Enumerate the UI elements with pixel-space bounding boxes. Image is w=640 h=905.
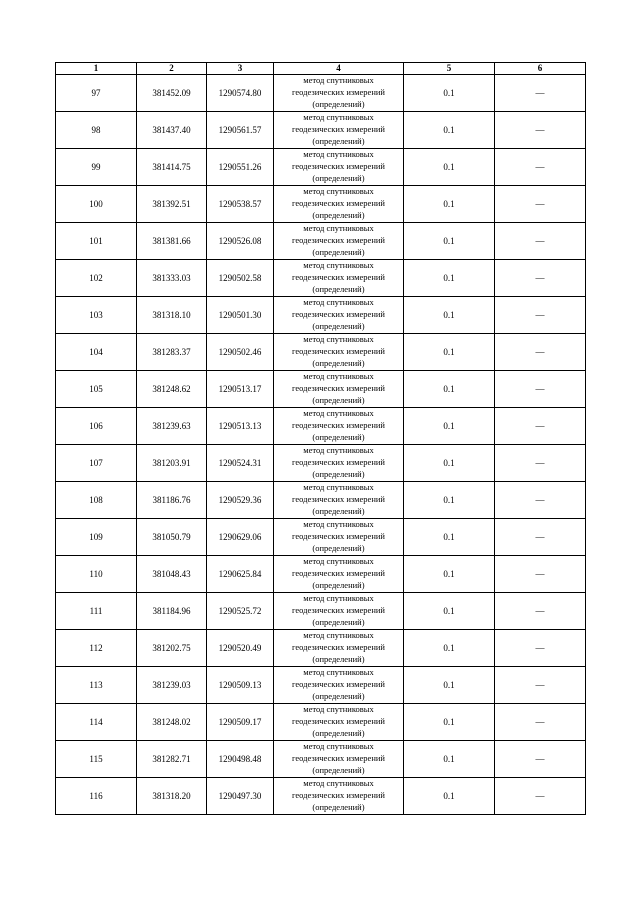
method-line: геодезических измерений [292, 161, 385, 172]
coord-x: 381202.75 [137, 630, 207, 667]
description: — [495, 186, 586, 223]
coord-x: 381333.03 [137, 260, 207, 297]
method-line: (определений) [312, 764, 365, 775]
coord-x: 381248.62 [137, 371, 207, 408]
point-number: 107 [56, 445, 137, 482]
description: — [495, 519, 586, 556]
coord-x: 381184.96 [137, 593, 207, 630]
method-line: (определений) [312, 542, 365, 553]
method-line: (определений) [312, 653, 365, 664]
point-number: 102 [56, 260, 137, 297]
method-line: метод спутниковых [303, 778, 374, 789]
coord-x: 381239.63 [137, 408, 207, 445]
coord-x: 381239.03 [137, 667, 207, 704]
table-row [56, 186, 586, 223]
coord-y: 1290524.31 [207, 445, 274, 482]
method-line: метод спутниковых [303, 223, 374, 234]
table-row [56, 741, 586, 778]
method-line: (определений) [312, 616, 365, 627]
description: — [495, 667, 586, 704]
method-line: (определений) [312, 135, 365, 146]
point-number: 110 [56, 556, 137, 593]
point-number: 98 [56, 112, 137, 149]
method-cell [274, 667, 404, 704]
method-line: метод спутниковых [303, 593, 374, 604]
coord-y: 1290629.06 [207, 519, 274, 556]
method-line: метод спутниковых [303, 297, 374, 308]
method-line: метод спутниковых [303, 334, 374, 345]
table-row [56, 334, 586, 371]
method-line: (определений) [312, 246, 365, 257]
method-line: геодезических измерений [292, 124, 385, 135]
point-number: 104 [56, 334, 137, 371]
method-line: геодезических измерений [292, 679, 385, 690]
method-line: геодезических измерений [292, 790, 385, 801]
method-line: (определений) [312, 431, 365, 442]
method-line: геодезических измерений [292, 198, 385, 209]
method-line: метод спутниковых [303, 482, 374, 493]
table-row [56, 667, 586, 704]
table-row [56, 778, 586, 815]
accuracy: 0.1 [404, 408, 495, 445]
method-line: геодезических измерений [292, 494, 385, 505]
coord-x: 381318.10 [137, 297, 207, 334]
coord-x: 381186.76 [137, 482, 207, 519]
accuracy: 0.1 [404, 778, 495, 815]
point-number: 101 [56, 223, 137, 260]
table-row [56, 260, 586, 297]
table-row [56, 630, 586, 667]
method-line: (определений) [312, 98, 365, 109]
table-row [56, 593, 586, 630]
accuracy: 0.1 [404, 704, 495, 741]
method-line: метод спутниковых [303, 630, 374, 641]
table-row [56, 445, 586, 482]
accuracy: 0.1 [404, 75, 495, 112]
header-row [56, 63, 586, 75]
description: — [495, 482, 586, 519]
accuracy: 0.1 [404, 223, 495, 260]
method-cell [274, 371, 404, 408]
point-number: 112 [56, 630, 137, 667]
coord-y: 1290538.57 [207, 186, 274, 223]
method-line: геодезических измерений [292, 568, 385, 579]
coord-x: 381452.09 [137, 75, 207, 112]
coord-y: 1290498.48 [207, 741, 274, 778]
col-header-point-number: 1 [56, 63, 137, 75]
method-line: геодезических измерений [292, 87, 385, 98]
point-number: 116 [56, 778, 137, 815]
description: — [495, 593, 586, 630]
accuracy: 0.1 [404, 519, 495, 556]
method-line: (определений) [312, 468, 365, 479]
coord-y: 1290513.17 [207, 371, 274, 408]
description: — [495, 223, 586, 260]
coord-y: 1290520.49 [207, 630, 274, 667]
table-row [56, 482, 586, 519]
table-row [56, 223, 586, 260]
coord-x: 381392.51 [137, 186, 207, 223]
coord-x: 381318.20 [137, 778, 207, 815]
table-row [56, 112, 586, 149]
description: — [495, 778, 586, 815]
accuracy: 0.1 [404, 186, 495, 223]
method-cell [274, 778, 404, 815]
method-line: геодезических измерений [292, 309, 385, 320]
method-line: геодезических измерений [292, 235, 385, 246]
method-line: геодезических измерений [292, 383, 385, 394]
coord-y: 1290525.72 [207, 593, 274, 630]
method-line: (определений) [312, 579, 365, 590]
description: — [495, 297, 586, 334]
accuracy: 0.1 [404, 445, 495, 482]
description: — [495, 75, 586, 112]
method-cell [274, 75, 404, 112]
method-line: метод спутниковых [303, 556, 374, 567]
coord-x: 381048.43 [137, 556, 207, 593]
accuracy: 0.1 [404, 630, 495, 667]
method-cell [274, 334, 404, 371]
method-cell [274, 260, 404, 297]
method-line: геодезических измерений [292, 457, 385, 468]
description: — [495, 334, 586, 371]
method-line: метод спутниковых [303, 445, 374, 456]
accuracy: 0.1 [404, 112, 495, 149]
accuracy: 0.1 [404, 297, 495, 334]
method-line: метод спутниковых [303, 667, 374, 678]
method-line: метод спутниковых [303, 741, 374, 752]
table-row [56, 556, 586, 593]
accuracy: 0.1 [404, 149, 495, 186]
method-line: метод спутниковых [303, 75, 374, 86]
table-row [56, 704, 586, 741]
method-line: (определений) [312, 283, 365, 294]
method-cell [274, 297, 404, 334]
col-header-x: 2 [137, 63, 207, 75]
coord-y: 1290551.26 [207, 149, 274, 186]
method-line: (определений) [312, 172, 365, 183]
point-number: 100 [56, 186, 137, 223]
method-line: (определений) [312, 394, 365, 405]
method-line: геодезических измерений [292, 420, 385, 431]
description: — [495, 704, 586, 741]
method-line: геодезических измерений [292, 272, 385, 283]
accuracy: 0.1 [404, 260, 495, 297]
coord-y: 1290526.08 [207, 223, 274, 260]
point-number: 114 [56, 704, 137, 741]
method-line: метод спутниковых [303, 112, 374, 123]
method-line: (определений) [312, 357, 365, 368]
method-cell [274, 630, 404, 667]
method-line: (определений) [312, 209, 365, 220]
method-line: метод спутниковых [303, 519, 374, 530]
method-cell [274, 445, 404, 482]
method-line: метод спутниковых [303, 149, 374, 160]
method-cell [274, 519, 404, 556]
col-header-accuracy: 5 [404, 63, 495, 75]
method-cell [274, 741, 404, 778]
point-number: 109 [56, 519, 137, 556]
coordinates-table [55, 62, 586, 815]
coord-x: 381414.75 [137, 149, 207, 186]
method-line: метод спутниковых [303, 408, 374, 419]
point-number: 97 [56, 75, 137, 112]
point-number: 106 [56, 408, 137, 445]
method-line: геодезических измерений [292, 531, 385, 542]
method-cell [274, 149, 404, 186]
coord-y: 1290529.36 [207, 482, 274, 519]
coord-y: 1290509.13 [207, 667, 274, 704]
point-number: 115 [56, 741, 137, 778]
accuracy: 0.1 [404, 667, 495, 704]
coord-y: 1290501.30 [207, 297, 274, 334]
description: — [495, 371, 586, 408]
accuracy: 0.1 [404, 371, 495, 408]
col-header-y: 3 [207, 63, 274, 75]
point-number: 103 [56, 297, 137, 334]
coord-y: 1290502.46 [207, 334, 274, 371]
accuracy: 0.1 [404, 556, 495, 593]
table-row [56, 408, 586, 445]
accuracy: 0.1 [404, 741, 495, 778]
method-line: (определений) [312, 320, 365, 331]
method-line: метод спутниковых [303, 704, 374, 715]
method-line: геодезических измерений [292, 642, 385, 653]
method-cell [274, 482, 404, 519]
description: — [495, 630, 586, 667]
accuracy: 0.1 [404, 593, 495, 630]
coord-y: 1290574.80 [207, 75, 274, 112]
point-number: 111 [56, 593, 137, 630]
method-cell [274, 112, 404, 149]
method-line: метод спутниковых [303, 260, 374, 271]
coord-x: 381283.37 [137, 334, 207, 371]
table-row [56, 149, 586, 186]
description: — [495, 408, 586, 445]
coord-x: 381282.71 [137, 741, 207, 778]
point-number: 108 [56, 482, 137, 519]
method-cell [274, 186, 404, 223]
method-line: метод спутниковых [303, 186, 374, 197]
table-row [56, 371, 586, 408]
coord-x: 381381.66 [137, 223, 207, 260]
method-cell [274, 556, 404, 593]
method-line: (определений) [312, 690, 365, 701]
table-row [56, 75, 586, 112]
table-row [56, 297, 586, 334]
col-header-method: 4 [274, 63, 404, 75]
method-line: геодезических измерений [292, 753, 385, 764]
coord-x: 381050.79 [137, 519, 207, 556]
method-cell [274, 223, 404, 260]
description: — [495, 556, 586, 593]
description: — [495, 260, 586, 297]
method-cell [274, 408, 404, 445]
method-line: геодезических измерений [292, 346, 385, 357]
accuracy: 0.1 [404, 334, 495, 371]
point-number: 105 [56, 371, 137, 408]
table-row [56, 519, 586, 556]
coord-y: 1290625.84 [207, 556, 274, 593]
coord-y: 1290509.17 [207, 704, 274, 741]
method-cell [274, 704, 404, 741]
method-line: (определений) [312, 727, 365, 738]
method-line: геодезических измерений [292, 716, 385, 727]
point-number: 113 [56, 667, 137, 704]
point-number: 99 [56, 149, 137, 186]
coord-y: 1290502.58 [207, 260, 274, 297]
col-header-description: 6 [495, 63, 586, 75]
description: — [495, 741, 586, 778]
method-line: (определений) [312, 505, 365, 516]
coord-x: 381203.91 [137, 445, 207, 482]
method-line: геодезических измерений [292, 605, 385, 616]
method-cell [274, 593, 404, 630]
coord-y: 1290561.57 [207, 112, 274, 149]
method-line: (определений) [312, 801, 365, 812]
coord-x: 381437.40 [137, 112, 207, 149]
description: — [495, 112, 586, 149]
coord-x: 381248.02 [137, 704, 207, 741]
accuracy: 0.1 [404, 482, 495, 519]
description: — [495, 445, 586, 482]
method-line: метод спутниковых [303, 371, 374, 382]
coord-y: 1290513.13 [207, 408, 274, 445]
coord-y: 1290497.30 [207, 778, 274, 815]
description: — [495, 149, 586, 186]
